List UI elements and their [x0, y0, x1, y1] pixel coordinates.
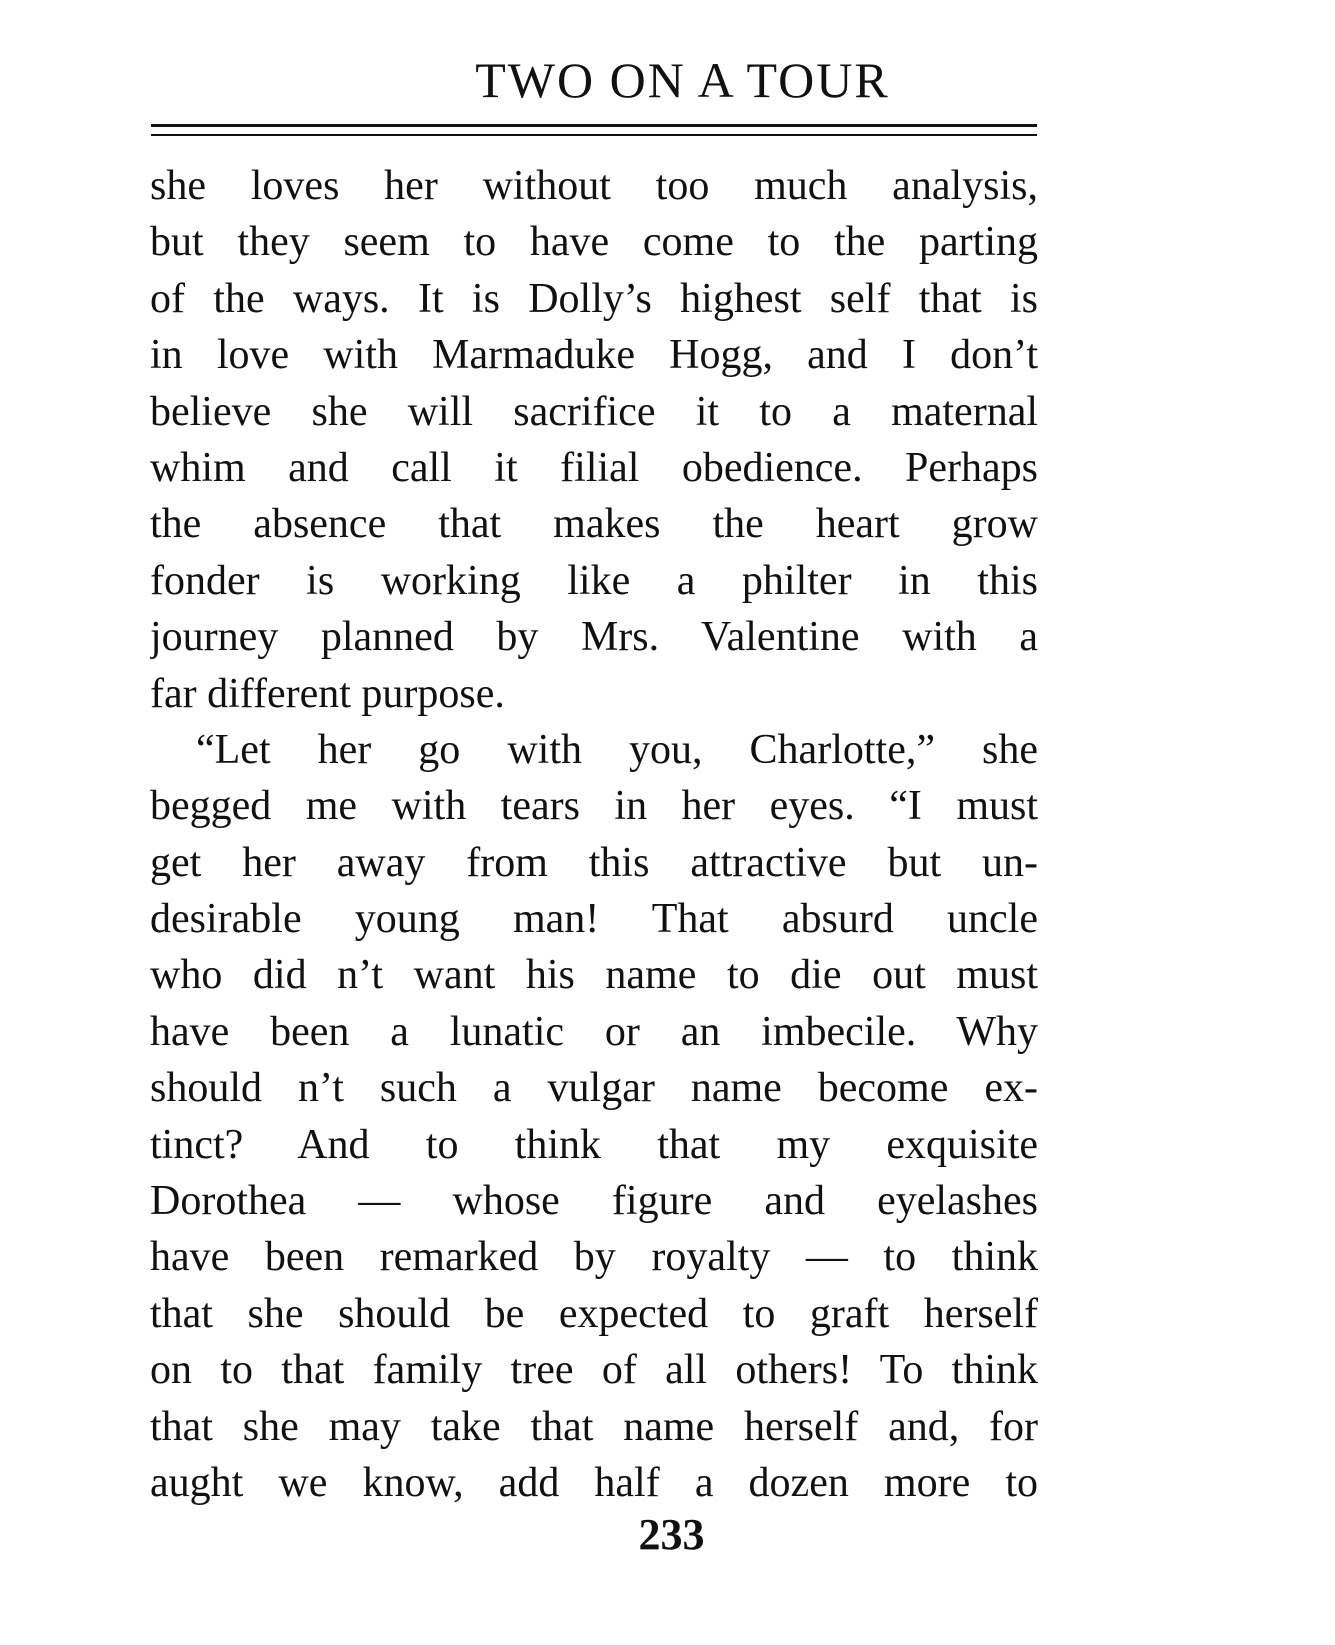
- text-line: that she may take that name herself and, for: [150, 1403, 1038, 1450]
- text-line: of the ways. It is Dolly’s highest self that is: [150, 275, 1038, 322]
- text-line: journey planned by Mrs. Valentine with a: [150, 614, 1038, 661]
- text-line: should n’t such a vulgar name become ex-: [150, 1065, 1038, 1112]
- running-head-title: TWO ON A TOUR: [475, 52, 890, 108]
- text-line: who did n’t want his name to die out must: [150, 952, 1038, 999]
- text-line: desirable young man! That absurd uncle: [150, 896, 1038, 943]
- text-line: aught we know, add half a dozen more to: [150, 1459, 1038, 1506]
- paragraph-start-line: “Let her go with you, Charlotte,” she: [196, 726, 1038, 773]
- page-number: 233: [638, 1510, 705, 1559]
- body-text: [150, 158, 1038, 1511]
- text-line: begged me with tears in her eyes. “I must: [150, 783, 1038, 830]
- text-line: get her away from this attractive but un-: [150, 839, 1038, 886]
- text-line: that she should be expected to graft herself: [150, 1290, 1038, 1337]
- text-line: believe she will sacrifice it to a maternal: [150, 388, 1038, 435]
- text-line: have been remarked by royalty — to think: [150, 1234, 1038, 1281]
- text-line: whim and call it filial obedience. Perhaps: [150, 444, 1038, 491]
- text-line: tinct? And to think that my exquisite: [150, 1121, 1038, 1168]
- text-line: in love with Marmaduke Hogg, and I don’t: [150, 332, 1038, 379]
- header-rule-thick: [151, 124, 1037, 127]
- text-line: have been a lunatic or an imbecile. Why: [150, 1008, 1038, 1055]
- text-line: but they seem to have come to the parting: [150, 219, 1038, 266]
- paragraph-end-line: far different purpose.: [150, 670, 505, 717]
- text-line: fonder is working like a philter in this: [150, 557, 1038, 604]
- text-line: Dorothea — whose figure and eyelashes: [150, 1178, 1038, 1225]
- text-line: the absence that makes the heart grow: [150, 501, 1038, 548]
- text-line: she loves her without too much analysis,: [150, 163, 1038, 209]
- text-line: on to that family tree of all others! To think: [150, 1347, 1038, 1394]
- header-rule-thin: [151, 134, 1037, 136]
